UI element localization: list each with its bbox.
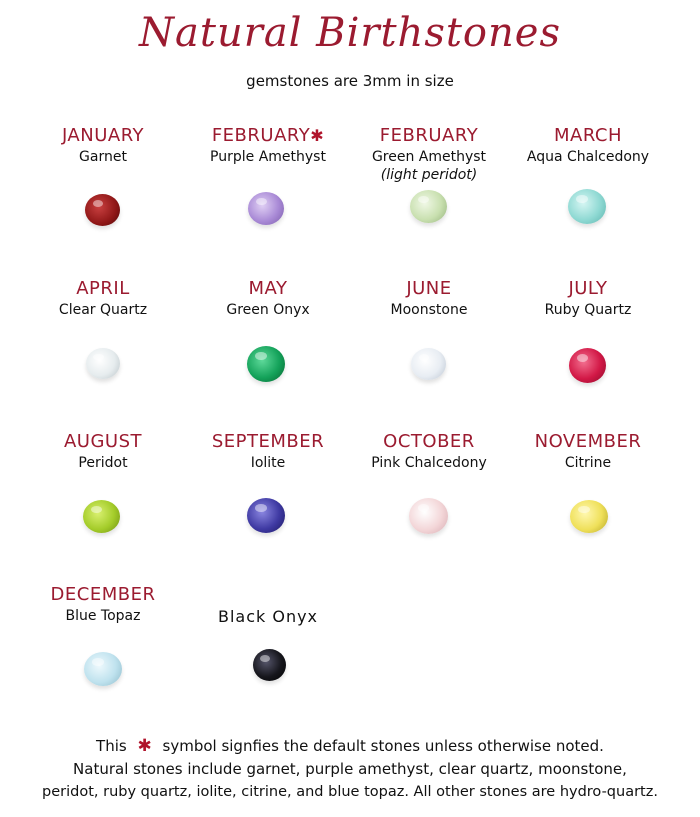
citrine-gem-icon (570, 500, 608, 533)
stone-note: (light peridot) (380, 167, 478, 183)
stone-label: Peridot (78, 455, 128, 471)
birthstone-february-green (349, 126, 509, 184)
month-label: MARCH (553, 125, 623, 146)
page-title: Natural Birthstones (139, 10, 561, 56)
birthstone-august (23, 432, 183, 472)
garnet-gem-icon (85, 194, 120, 226)
stone-label: Garnet (79, 149, 127, 165)
black-onyx-label: Black Onyx (217, 607, 319, 626)
default-star-icon: ✱ (310, 126, 325, 145)
stone-label: Iolite (250, 455, 286, 471)
birthstone-january (23, 126, 183, 166)
birthstone-july (508, 279, 668, 319)
peridot-gem-icon (83, 500, 120, 533)
birthstone-february-purple (188, 126, 348, 166)
iolite-gem-icon (247, 498, 285, 533)
month-label: SEPTEMBER (211, 431, 325, 452)
stone-label: Moonstone (390, 302, 468, 318)
birthstone-june (349, 279, 509, 319)
footer-line-2: Natural stones include garnet, purple amethyst, clear quartz, moonstone, (73, 760, 627, 778)
month-label: FEBRUARY (379, 125, 479, 146)
footer-note (0, 735, 700, 804)
blue-topaz-gem-icon (84, 652, 122, 686)
green-amethyst-gem-icon (410, 190, 447, 223)
stone-label: Blue Topaz (65, 608, 141, 624)
birthstone-may (188, 279, 348, 319)
birthstone-november (508, 432, 668, 472)
stone-label: Purple Amethyst (210, 149, 326, 165)
aqua-chalcedony-gem-icon (568, 189, 606, 224)
month-label: AUGUST (63, 431, 143, 452)
month-label: MAY (248, 278, 288, 299)
moonstone-gem-icon (411, 348, 446, 380)
footer-line-1-pre: This (96, 737, 127, 755)
green-onyx-gem-icon (247, 346, 285, 382)
month-label: OCTOBER (383, 431, 475, 452)
purple-amethyst-gem-icon (248, 192, 284, 225)
birthstone-october (349, 432, 509, 472)
footer-line-3: peridot, ruby quartz, iolite, citrine, and blue topaz. All other stones are hydro-quartz. (42, 784, 658, 800)
birthstone-april (23, 279, 183, 319)
page-subtitle: gemstones are 3mm in size (246, 72, 454, 90)
pink-chalcedony-gem-icon (409, 498, 448, 534)
stone-label: Aqua Chalcedony (526, 149, 650, 165)
birthstone-march (508, 126, 668, 166)
month-label: NOVEMBER (534, 431, 642, 452)
black-onyx-gem-icon (253, 649, 286, 681)
birthstone-september (188, 432, 348, 472)
month-label: FEBRUARY (211, 125, 311, 146)
footer-line-1 (0, 735, 700, 758)
ruby-quartz-gem-icon (569, 348, 606, 383)
month-label: DECEMBER (50, 584, 156, 605)
footer-line-1-post: symbol signfies the default stones unless otherwise noted. (162, 737, 604, 755)
month-label: APRIL (76, 278, 130, 299)
stone-label: Pink Chalcedony (371, 455, 487, 471)
stone-label: Green Amethyst (371, 149, 487, 165)
stone-label: Green Onyx (226, 302, 310, 318)
birthstone-december (23, 585, 183, 625)
stone-label: Clear Quartz (58, 302, 148, 318)
month-label: JULY (568, 278, 608, 299)
stone-label: Citrine (564, 455, 612, 471)
stone-label: Ruby Quartz (544, 302, 632, 318)
month-label: JUNE (406, 278, 452, 299)
clear-quartz-gem-icon (86, 348, 120, 379)
default-star-icon: ✱ (137, 736, 152, 756)
month-label: JANUARY (61, 125, 145, 146)
